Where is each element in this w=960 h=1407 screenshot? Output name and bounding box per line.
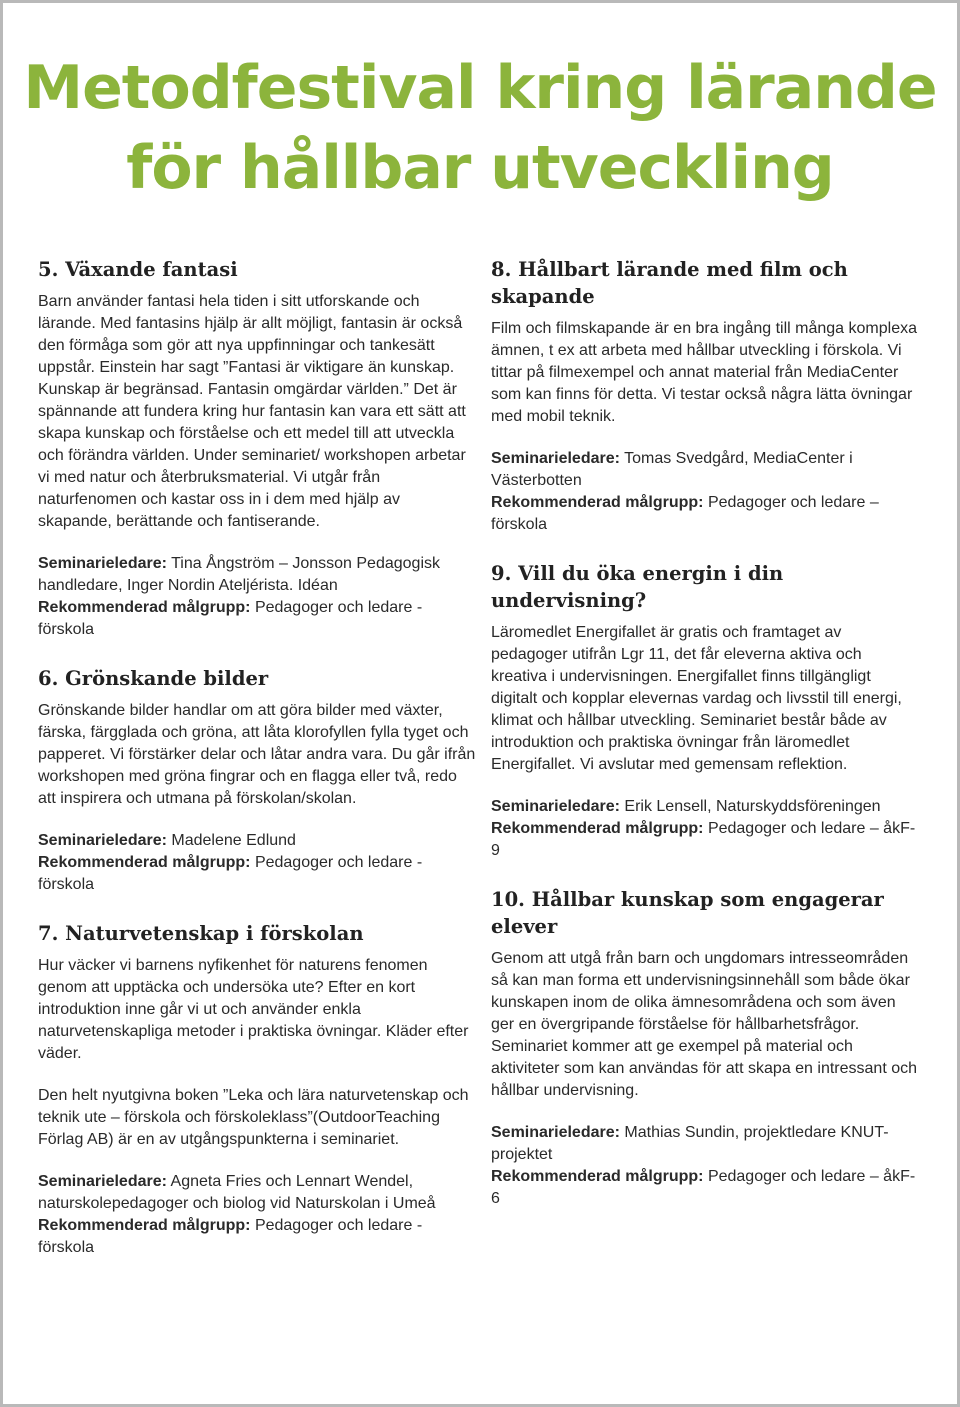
leader-label: Seminarieledare: xyxy=(491,1124,620,1141)
section-7-leader-value: Agneta Fries och Lennart Wendel, naturskolepedagoger och biolog vid Naturskolan i Umeå xyxy=(38,1173,436,1212)
section-8-body: Film och filmskapande är en bra ingång till många komplexa ämnen, t ex att arbeta med hållbar utveckling i förskola. Vi tittar på filmexempel och annat material från MediaCenter som kan finns för detta. Vi testar också några lätta övningar med mobil teknik. xyxy=(491,320,917,425)
section-9-body: Läromedlet Energifallet är gratis och framtaget av pedagoger utifrån Lgr 11, det får eleverna aktiva och kreativa i undervisningen. Energifallet finns tillgängligt digitalt och kopplar elevernas vardag och livsstil till energi, klimat och hållbar utveckling. Seminariet består både av introduktion och praktiska övningar från läromedlet Energifallet. Vi avslutar med gemensam reflektion. xyxy=(491,624,902,773)
section-9-heading: 9. Vill du öka energin i din undervisning? xyxy=(491,562,784,612)
section-10 xyxy=(491,886,921,1210)
section-5-leader-value: Tina Ångström – Jonsson Pedagogisk handledare, Inger Nordin Ateljérista. Idéan xyxy=(38,555,440,594)
leader-label: Seminarieledare: xyxy=(491,798,620,815)
section-7-body: Hur väcker vi barnens nyfikenhet för naturens fenomen genom att upptäcka och undersöka ute? Efter en kort introduktion inne går vi ut och använder enkla naturvetenskapliga metoder i praktiska övningar. Kläder efter väder. xyxy=(38,957,469,1062)
section-10-body: Genom att utgå från barn och ungdomars intresseområden så kan man forma ett undervisningsinnehåll som både ökar kunskapen inom de olika ämnesområdena och som även ger en övergripande förståelse för hållbarhetsfrågor. Seminariet kommer att ge exempel på material och aktiviteter som kan användas för att skapa en intressant och hållbar undervisning. xyxy=(491,950,918,1099)
page-title-line-2: för hållbar utveckling xyxy=(126,133,834,203)
section-5-leader xyxy=(38,553,478,597)
section-7-target xyxy=(38,1215,478,1259)
section-9-leader xyxy=(491,796,921,818)
section-6-target-value: Pedagoger och ledare - förskola xyxy=(38,854,423,893)
right-column xyxy=(491,256,921,1210)
section-7-target-value: Pedagoger och ledare - förskola xyxy=(38,1217,423,1256)
section-7-leader xyxy=(38,1171,478,1215)
target-label: Rekommenderad målgrupp: xyxy=(38,854,251,871)
page-title xyxy=(0,48,960,208)
section-6-body: Grönskande bilder handlar om att göra bilder med växter, färska, färgglada och gröna, att låta klorofyllen fylla tyget och papperet. Vi förstärker delar och låtar andra vara. Du går ifrån workshopen med gröna fingrar och en flagga eller två, redo att inspirera och utmana på förskolan/skolan. xyxy=(38,702,476,807)
section-9 xyxy=(491,560,921,862)
section-6-leader xyxy=(38,830,478,852)
target-label: Rekommenderad målgrupp: xyxy=(491,820,704,837)
section-10-leader-value: Mathias Sundin, projektledare KNUT-projektet xyxy=(491,1124,889,1163)
target-label: Rekommenderad målgrupp: xyxy=(38,1217,251,1234)
section-8-heading: 8. Hållbart lärande med film och skapande xyxy=(491,258,848,308)
leader-label: Seminarieledare: xyxy=(491,450,620,467)
section-5-heading: 5. Växande fantasi xyxy=(38,258,238,281)
page-title-line-1: Metodfestival kring lärande xyxy=(23,53,937,123)
section-5-target-value: Pedagoger och ledare - förskola xyxy=(38,599,423,638)
section-10-heading: 10. Hållbar kunskap som engagerar elever xyxy=(491,888,884,938)
section-5-target xyxy=(38,597,478,641)
target-label: Rekommenderad målgrupp: xyxy=(491,494,704,511)
leader-label: Seminarieledare: xyxy=(38,555,167,572)
target-label: Rekommenderad målgrupp: xyxy=(38,599,251,616)
section-10-leader xyxy=(491,1122,921,1166)
section-6-target xyxy=(38,852,478,896)
target-label: Rekommenderad målgrupp: xyxy=(491,1168,704,1185)
section-10-target-value: Pedagoger och ledare – åkF-6 xyxy=(491,1168,916,1207)
section-7-body-2: Den helt nyutgivna boken ”Leka och lära naturvetenskap och teknik ute – förskola och förskoleklass”(OutdoorTeaching Förlag AB) är en av utgångspunkterna i seminariet. xyxy=(38,1087,469,1148)
section-9-target xyxy=(491,818,921,862)
section-9-target-value: Pedagoger och ledare – åkF-9 xyxy=(491,820,916,859)
section-6-heading: 6. Grönskande bilder xyxy=(38,667,269,690)
section-8-target-value: Pedagoger och ledare – förskola xyxy=(491,494,879,533)
section-9-leader-value: Erik Lensell, Naturskyddsföreningen xyxy=(624,798,881,815)
section-6-leader-value: Madelene Edlund xyxy=(171,832,296,849)
section-7-heading: 7. Naturvetenskap i förskolan xyxy=(38,922,364,945)
leader-label: Seminarieledare: xyxy=(38,1173,167,1190)
section-5-body: Barn använder fantasi hela tiden i sitt utforskande och lärande. Med fantasins hjälp är allt möjligt, fantasin är också den förmåga som gör att nya uppfinningar och tankesätt uppstår. Einstein har sagt ”Fantasi är viktigare än kunskap. Kunskap är begränsad. Fantasin omgärdar världen.” Det är spännande att fundera kring hur fantasin kan vara ett sätt att skapa kunskap och förståelse och ett medel till att utveckla och förändra världen. Under seminariet/ workshopen arbetar vi med natur och återbruksmaterial. Vi utgår från naturfenomen och kastar oss in i dem med hjälp av skapande, berättande och fantiserande. xyxy=(38,293,466,530)
section-5 xyxy=(38,256,478,641)
section-8-target xyxy=(491,492,921,536)
section-10-target xyxy=(491,1166,921,1210)
left-column xyxy=(38,256,478,1259)
section-6 xyxy=(38,665,478,896)
section-8-leader-value: Tomas Svedgård, MediaCenter i Västerbotten xyxy=(491,450,853,489)
leader-label: Seminarieledare: xyxy=(38,832,167,849)
section-8-leader xyxy=(491,448,921,492)
section-7 xyxy=(38,920,478,1259)
section-8 xyxy=(491,256,921,536)
